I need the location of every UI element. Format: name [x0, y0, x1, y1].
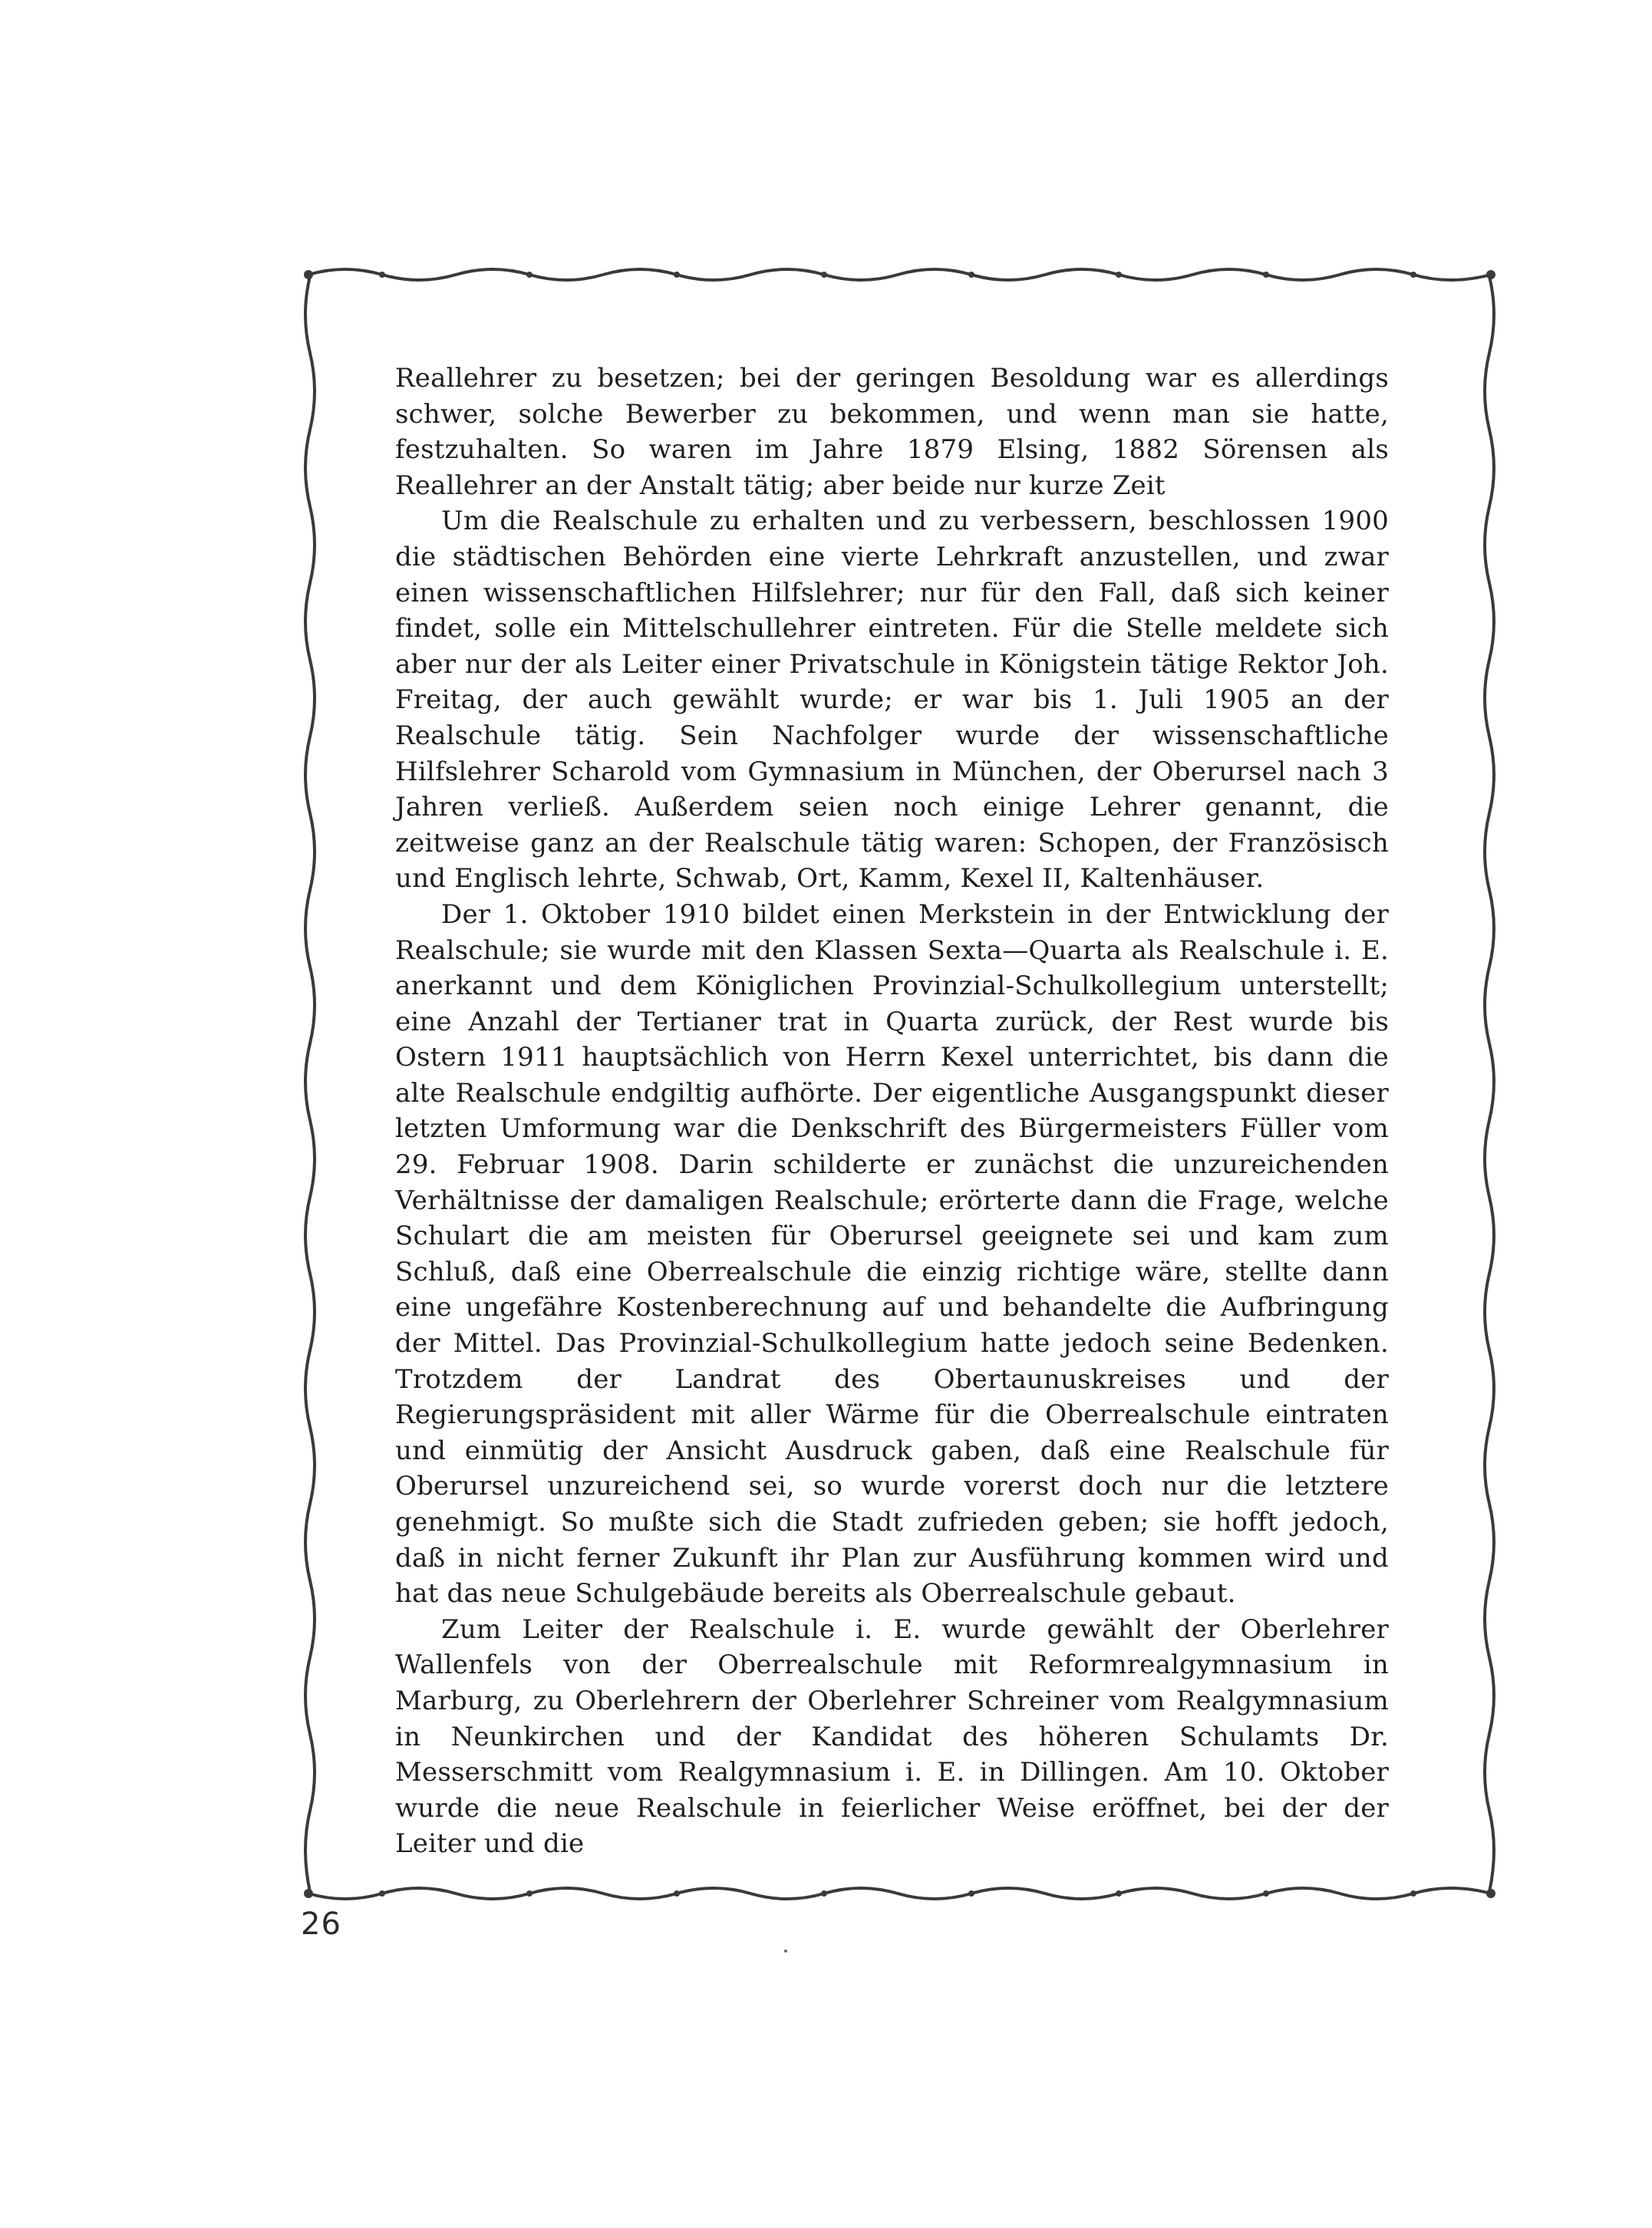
border-dot	[1410, 1890, 1416, 1897]
border-dot	[1410, 272, 1416, 278]
page-number: 26	[301, 1907, 341, 1942]
border-dot	[968, 1890, 974, 1897]
border-dot	[526, 1890, 533, 1897]
border-dot	[674, 1890, 680, 1897]
border-dot	[379, 1890, 385, 1897]
border-dot	[821, 272, 827, 278]
paragraph: Zum Leiter der Realschule i. E. wurde gewählt der Oberlehrer Wallenfels von der Oberrealschule mit Reformrealgymnasium in Marburg, zu Oberlehrern der Oberlehrer Schreiner vom Realgymnasium in Neunkirchen und der Kandidat des höheren Schulamts Dr. Messerschmitt vom Realgymnasium i. E. in Dillingen. Am 10. Oktober wurde die neue Realschule in feierlicher Weise eröffnet, bei der der Leiter und die	[395, 1613, 1389, 1860]
border-dot	[1116, 272, 1122, 278]
paragraph: Reallehrer zu besetzen; bei der geringen Besoldung war es allerdings schwer, solche Bewerber zu bekommen, und wenn man sie hatte, festzuhalten. So waren im Jahre 1879 Elsing, 1882 Sörensen als Reallehrer an der Anstalt tätig; aber beide nur kurze Zeit	[395, 363, 1389, 501]
border-dot	[1486, 1889, 1495, 1898]
border-dot	[1263, 272, 1269, 278]
border-bottom	[308, 1888, 1491, 1899]
paragraph: Um die Realschule zu erhalten und zu verbessern, beschlossen 1900 die städtischen Behörden eine vierte Lehrkraft anzustellen, und zwar einen wissenschaftlichen Hilfslehrer; nur für den Fall, daß sich keiner findet, solle ein Mittelschullehrer eintreten. Für die Stelle meldete sich aber nur der als Leiter einer Privatschule in Königstein tätige Rektor Joh. Freitag, der auch gewählt wurde; er war bis 1. Juli 1905 an der Realschule tätig. Sein Nachfolger wurde der wissenschaftliche Hilfslehrer Scharold vom Gymnasium in München, der Oberursel nach 3 Jahren verließ. Außerdem seien noch einige Lehrer genannt, die zeitweise ganz an der Realschule tätig waren: Schopen, der Französisch und Englisch lehrte, Schwab, Ort, Kamm, Kexel II, Kaltenhäuser.	[395, 506, 1389, 895]
border-dot	[674, 272, 680, 278]
border-dot	[526, 272, 533, 278]
border-dot	[1116, 1890, 1122, 1897]
border-dot	[821, 1890, 827, 1897]
border-dot	[304, 270, 313, 279]
border-left	[305, 276, 315, 1892]
border-dot	[304, 1889, 313, 1898]
border-dot	[379, 272, 385, 278]
border-dot	[968, 272, 974, 278]
scan-speck	[784, 1950, 787, 1953]
border-dot	[1486, 270, 1495, 279]
border-right	[1485, 276, 1494, 1892]
border-top	[308, 269, 1491, 280]
border-dot	[1263, 1890, 1269, 1897]
body-text	[395, 361, 1389, 1862]
paragraph: Der 1. Oktober 1910 bildet einen Merkstein in der Entwicklung der Realschule; sie wurde mit den Klassen Sexta—Quarta als Realschule i. E. anerkannt und dem Königlichen Provinzial-Schulkollegium unterstellt; eine Anzahl der Tertianer trat in Quarta zurück, der Rest wurde bis Ostern 1911 hauptsächlich von Herrn Kexel unterrichtet, bis dann die alte Realschule endgiltig aufhörte. Der eigentliche Ausgangspunkt dieser letzten Umformung war die Denkschrift des Bürgermeisters Füller vom 29. Februar 1908. Darin schilderte er zunächst die unzureichenden Verhältnisse der damaligen Realschule; erörterte dann die Frage, welche Schulart die am meisten für Oberursel geeignete sei und kam zum Schluß, daß eine Oberrealschule die einzig richtige wäre, stellte dann eine ungefähre Kostenberechnung auf und behandelte die Aufbringung der Mittel. Das Provinzial-Schulkollegium hatte jedoch seine Bedenken. Trotzdem der Landrat des Obertaunuskreises und der Regierungspräsident mit aller Wärme für die Oberrealschule eintraten und einmütig der Ansicht Ausdruck gaben, daß eine Realschule für Oberursel unzureichend sei, so wurde vorerst doch nur die letztere genehmigt. So mußte sich die Stadt zufrieden geben; sie hofft jedoch, daß in nicht ferner Zukunft ihr Plan zur Ausführung kommen wird und hat das neue Schulgebäude bereits als Oberrealschule gebaut.	[395, 898, 1389, 1610]
